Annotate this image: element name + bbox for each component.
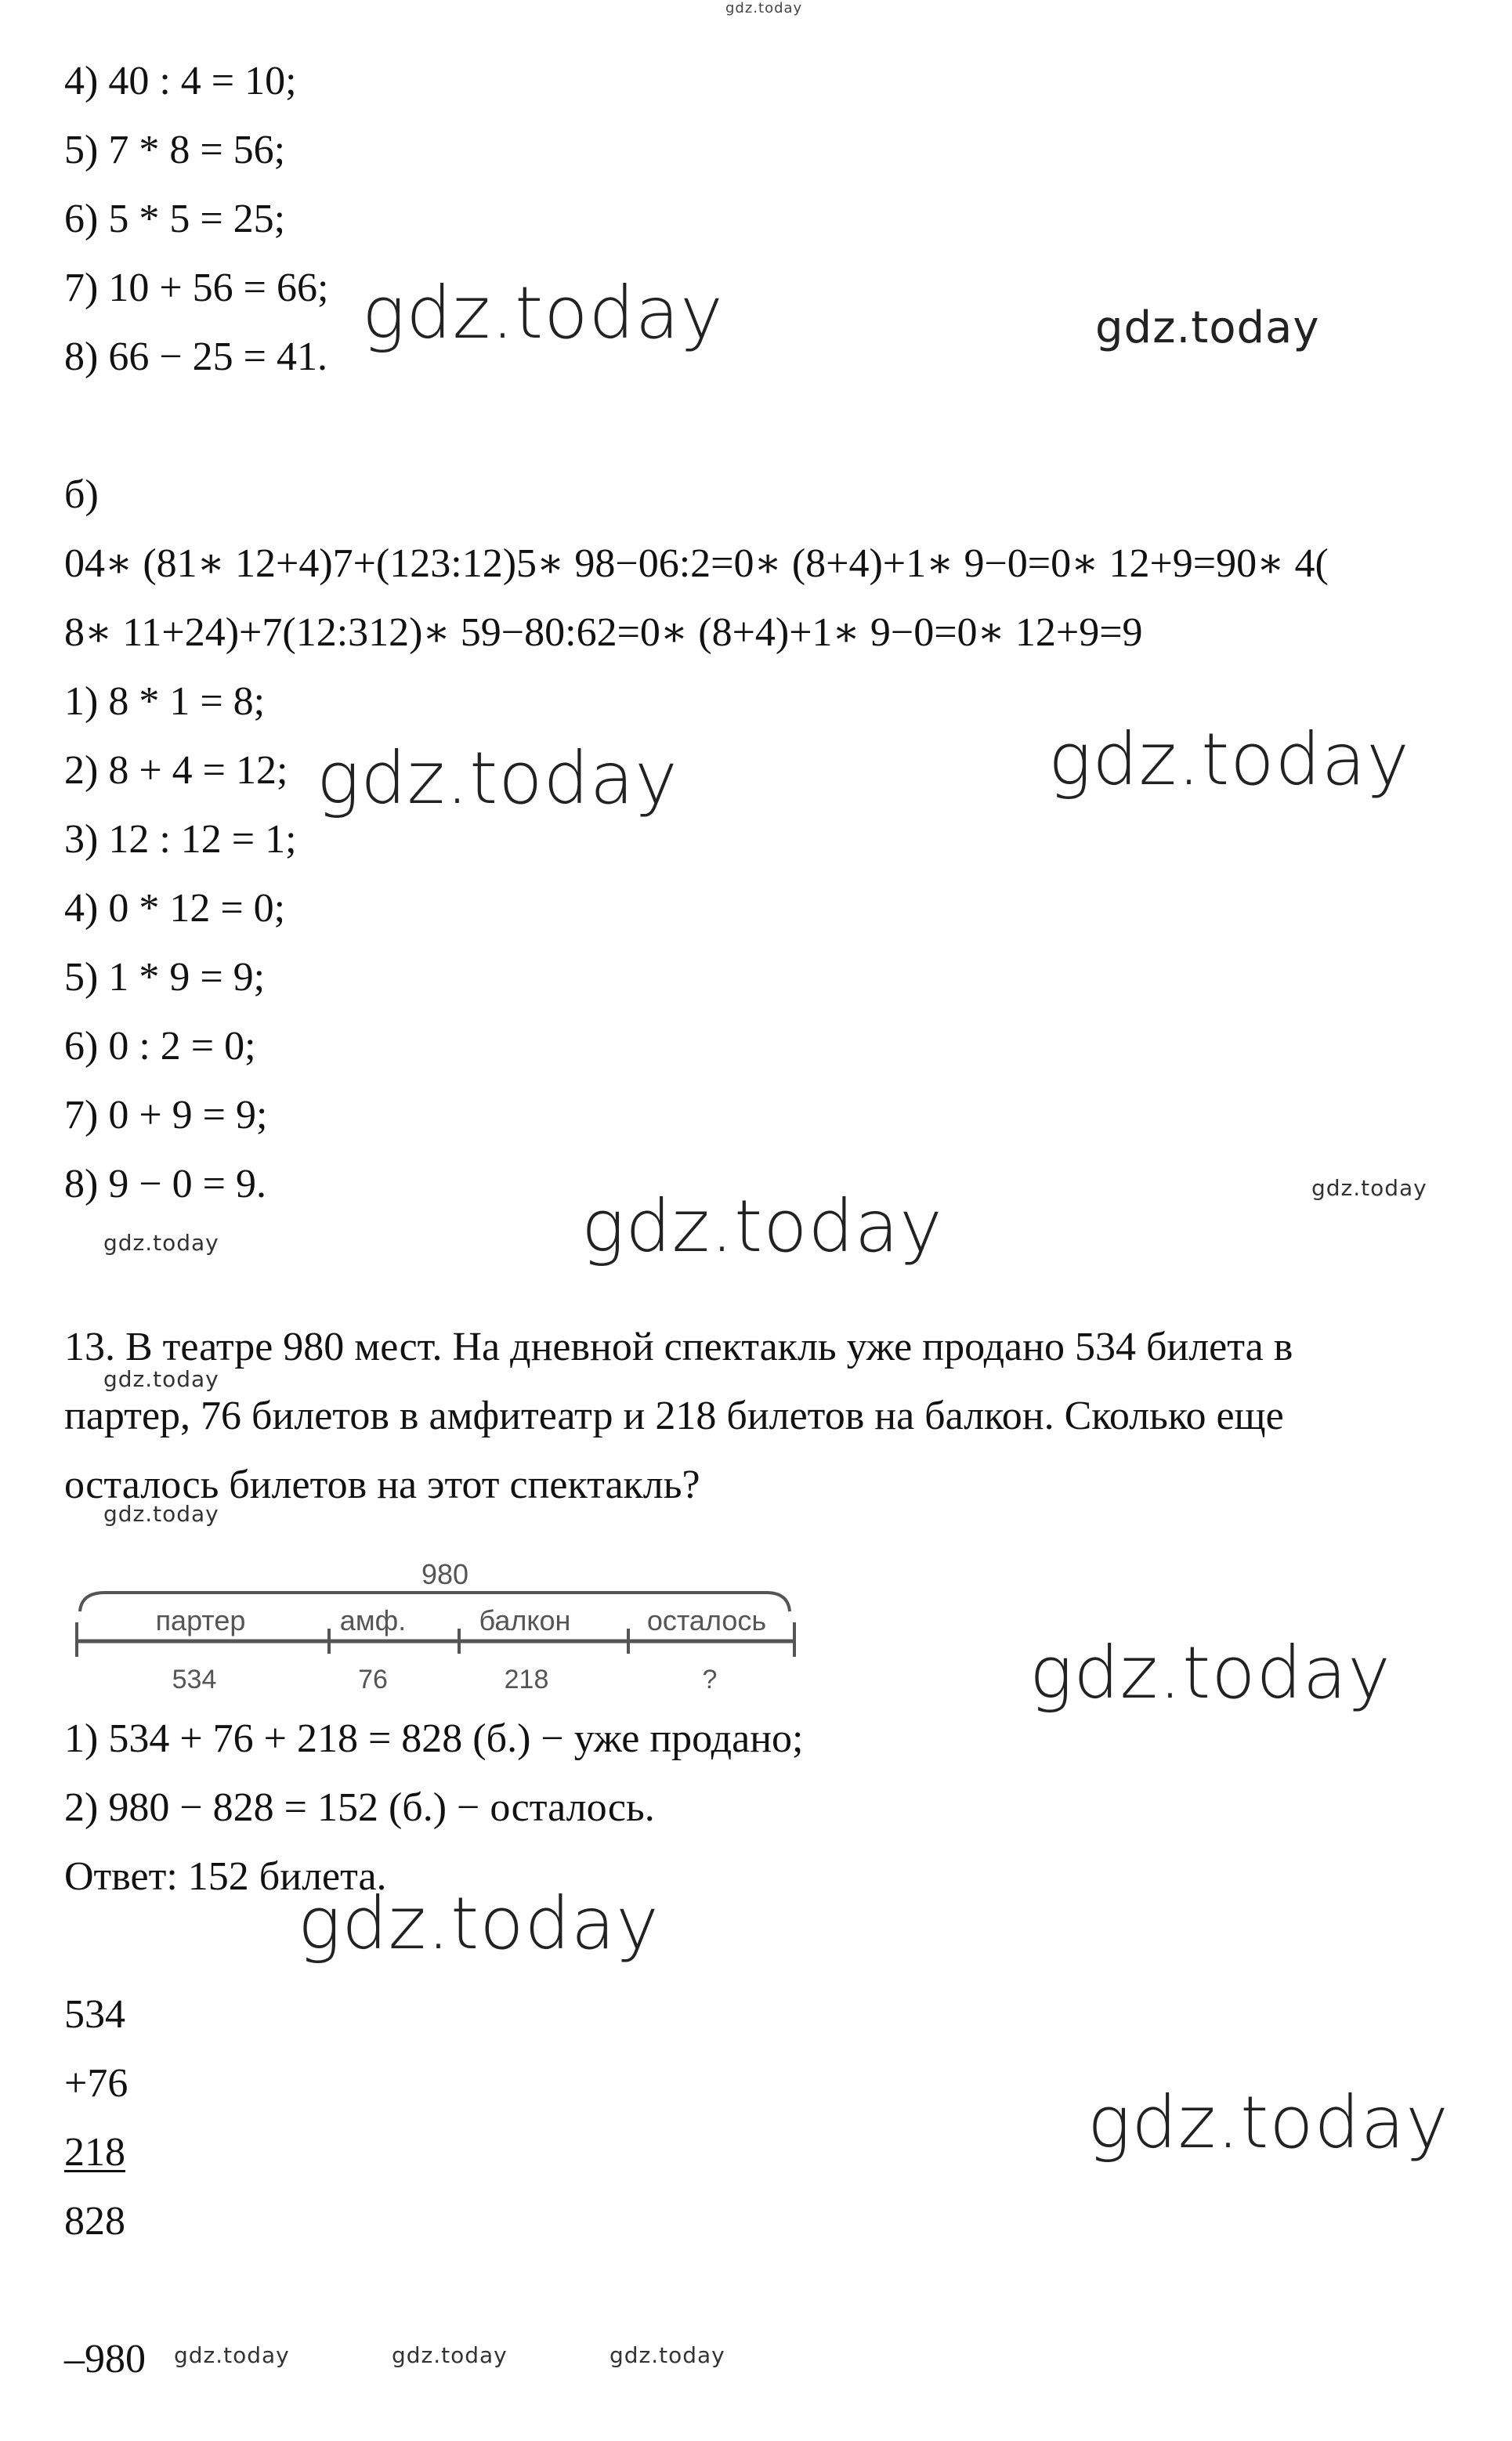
part-b-label: б) (64, 472, 99, 517)
part-b-step-3: 3) 12 : 12 = 1; (64, 817, 297, 862)
part-a-step-4: 4) 40 : 4 = 10; (64, 59, 297, 103)
task13-answer: Ответ: 152 билета. (64, 1854, 387, 1899)
part-a-step-5: 5) 7 * 8 = 56; (64, 128, 286, 172)
part-b-step-5: 5) 1 * 9 = 9; (64, 955, 266, 1000)
diagram-segment-value-parter: 534 (172, 1665, 217, 1694)
part-b-expression-1: 04∗ (81∗ 12+4)7+(123:12)5∗ 98−06:2=0∗ (8+4)+1∗ 9−0=0∗ 12+9=90∗ 4( (64, 541, 1329, 586)
watermark: gdz.today (317, 736, 678, 820)
diagram-segment-value-amf: 76 (358, 1665, 388, 1694)
part-b-step-8: 8) 9 − 0 = 9. (64, 1162, 266, 1206)
diagram-segment-label-balkon: балкон (479, 1604, 571, 1636)
diagram-segment-value-ostalos: ? (702, 1665, 718, 1694)
tickets-segment-diagram (71, 1547, 807, 1704)
part-b-step-7: 7) 0 + 9 = 9; (64, 1093, 268, 1137)
addition-row-2: +76 (64, 2061, 128, 2106)
watermark: gdz.today (103, 1230, 219, 1256)
addition-row-3-underlined: 218 (64, 2130, 125, 2175)
watermark: gdz.today (392, 2342, 508, 2368)
watermark: gdz.today (174, 2342, 290, 2368)
task13-statement-1: 13. В театре 980 мест. На дневной спектакль уже продано 534 билета в (64, 1325, 1293, 1369)
task13-solution-1: 1) 534 + 76 + 218 = 828 (б.) − уже продано; (64, 1716, 804, 1761)
watermark: gdz.today (1048, 718, 1410, 801)
watermark: gdz.today (1087, 2081, 1449, 2164)
watermark: gdz.today (1095, 302, 1320, 353)
diagram-segment-label-parter: партер (155, 1604, 246, 1636)
part-a-step-6: 6) 5 * 5 = 25; (64, 197, 286, 241)
watermark: gdz.today (103, 1366, 219, 1392)
watermark: gdz.today (581, 1184, 943, 1268)
header-watermark: gdz.today (725, 0, 803, 16)
diagram-segment-label-amf: амф. (339, 1604, 407, 1636)
task13-statement-2: партер, 76 билетов в амфитеатр и 218 билетов на балкон. Сколько еще (64, 1394, 1284, 1438)
watermark: gdz.today (298, 1882, 660, 1965)
task13-statement-3: осталось билетов на этот спектакль? (64, 1463, 700, 1507)
part-b-step-6: 6) 0 : 2 = 0; (64, 1024, 256, 1069)
diagram-total-label: 980 (421, 1558, 469, 1590)
part-b-step-1: 1) 8 * 1 = 8; (64, 679, 266, 724)
part-a-step-8: 8) 66 − 25 = 41. (64, 335, 327, 379)
task13-solution-2: 2) 980 − 828 = 152 (б.) − осталось. (64, 1785, 655, 1830)
part-b-step-2: 2) 8 + 4 = 12; (64, 748, 288, 793)
part-b-expression-2: 8∗ 11+24)+7(12:312)∗ 59−80:62=0∗ (8+4)+1∗ 9−0=0∗ 12+9=9 (64, 610, 1143, 655)
subtraction-row-1: –980 (64, 2337, 146, 2381)
part-a-step-7: 7) 10 + 56 = 66; (64, 266, 329, 310)
diagram-segment-label-ostalos: осталось (646, 1604, 767, 1636)
addition-result: 828 (64, 2199, 125, 2244)
watermark: gdz.today (1311, 1175, 1427, 1201)
watermark: gdz.today (103, 1501, 219, 1527)
diagram-segment-value-balkon: 218 (504, 1665, 549, 1694)
addition-row-1: 534 (64, 1992, 125, 2037)
watermark: gdz.today (610, 2342, 725, 2368)
watermark: gdz.today (1029, 1631, 1391, 1715)
part-b-step-4: 4) 0 * 12 = 0; (64, 886, 286, 931)
watermark: gdz.today (362, 271, 724, 355)
